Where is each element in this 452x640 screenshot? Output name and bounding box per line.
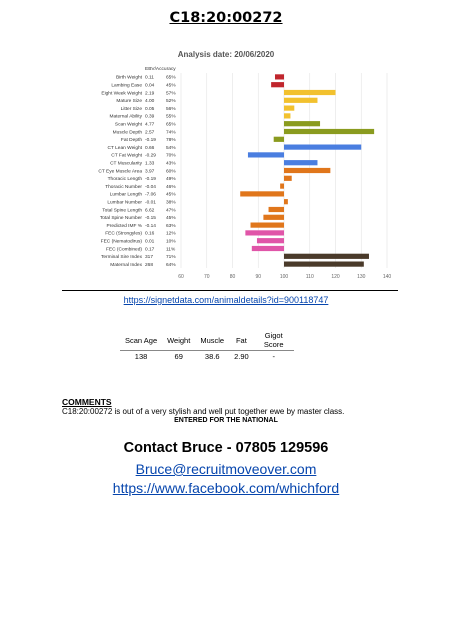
comments-heading: COMMENTS: [62, 397, 112, 407]
trait-label: CT Lean Weight: [107, 145, 142, 151]
accuracy-value: 70%: [166, 153, 176, 159]
stats-header: Scan Age: [120, 330, 162, 351]
accuracy-value: 65%: [166, 122, 176, 128]
trait-label: Terminal Sire Index: [100, 255, 142, 261]
ebv-bar: [245, 230, 284, 235]
ebv-value: -0.19: [145, 177, 156, 183]
ebv-bar: [284, 129, 374, 134]
ebv-bar: [284, 254, 369, 259]
ebv-bar: [284, 98, 317, 103]
accuracy-value: 52%: [166, 99, 176, 105]
trait-label: CT Fat Weight: [111, 153, 142, 159]
trait-label: Total Spine Number: [99, 216, 142, 222]
trait-label: Thoracic Number: [105, 184, 142, 190]
stats-value: 2.90: [234, 352, 249, 361]
stats-header: Muscle: [195, 330, 229, 351]
accuracy-value: 45%: [166, 83, 176, 89]
ebv-value: 317: [145, 255, 154, 261]
ebv-value: -0.14: [145, 223, 156, 229]
stats-header: Weight: [162, 330, 195, 351]
ebv-value: 0.11: [145, 75, 154, 81]
x-tick-label: 100: [279, 274, 289, 280]
accuracy-value: 64%: [166, 262, 176, 268]
trait-label: Litter Size: [120, 106, 142, 112]
x-tick-label: 110: [305, 274, 314, 280]
ebv-value: 0.39: [145, 114, 155, 120]
x-tick-label: 120: [331, 274, 340, 280]
accuracy-value: 74%: [166, 130, 176, 136]
ebv-bar: [280, 184, 284, 189]
trait-label: Lumbar Number: [107, 200, 142, 206]
trait-label: CT Eye Muscle Area: [98, 169, 142, 175]
ebv-value: 268: [145, 262, 154, 268]
ebv-bar: [284, 168, 330, 173]
ebv-value: -0.19: [145, 138, 156, 144]
ebv-value: 0.04: [145, 83, 155, 89]
stats-table: [120, 330, 294, 362]
trait-label: FEC (Combined): [106, 247, 142, 253]
trait-label: Maternal Ability: [109, 114, 142, 120]
ebv-value: -7.06: [145, 192, 156, 198]
stats-header: Fat: [229, 330, 254, 351]
trait-label: Muscle Depth: [112, 130, 142, 136]
column-header: EBV/Accuracy: [145, 67, 176, 72]
trait-label: Mature Size: [116, 99, 142, 105]
accuracy-value: 49%: [166, 177, 176, 183]
accuracy-value: 45%: [166, 216, 176, 222]
trait-label: Maternal Index: [110, 262, 142, 268]
trait-label: Fat Depth: [120, 138, 142, 144]
trait-label: Total Spine Length: [102, 208, 142, 214]
trait-label: FEC (Nematodirus): [100, 239, 142, 245]
stats-header: Gigot Score: [254, 330, 294, 351]
ebv-value: -0.29: [145, 153, 156, 159]
ebv-bar: [252, 246, 284, 251]
trait-label: Lambing Ease: [111, 83, 142, 89]
ebv-value: 0.66: [145, 145, 155, 151]
accuracy-value: 65%: [166, 75, 176, 81]
divider: [62, 290, 398, 291]
ebv-bar: [284, 262, 364, 267]
ebv-bar: [269, 207, 284, 212]
ebv-bar: [284, 145, 361, 150]
ebv-bar: [284, 176, 292, 181]
ebv-bar: [251, 223, 284, 228]
trait-label: CT Muscularity: [110, 161, 142, 167]
accuracy-value: 38%: [166, 200, 176, 206]
trait-label: Predicted IMF %: [106, 223, 142, 229]
stats-value: 138: [134, 352, 148, 361]
ebv-value: 2.19: [145, 91, 155, 97]
email-link[interactable]: Bruce@recruitmoveover.com: [135, 461, 317, 477]
ebv-bar: [263, 215, 284, 220]
ebv-bar: [248, 152, 284, 157]
accuracy-value: 12%: [166, 231, 176, 237]
ebv-value: 4.00: [145, 99, 155, 105]
x-tick-label: 70: [203, 274, 210, 280]
trait-label: Lumbar Length: [109, 192, 142, 198]
accuracy-value: 78%: [166, 138, 176, 144]
accuracy-value: 60%: [166, 169, 176, 175]
accuracy-value: 56%: [166, 106, 176, 112]
ebv-value: 2.57: [145, 130, 155, 136]
contact-line: Contact Bruce - 07805 129596: [123, 440, 329, 456]
accuracy-value: 47%: [166, 208, 176, 214]
ebv-chart: [0, 0, 452, 290]
stats-value: 69: [174, 352, 183, 361]
ebv-bar: [284, 160, 317, 165]
stats-value: 38.6: [204, 352, 220, 361]
accuracy-value: 57%: [166, 91, 176, 97]
analysis-date: Analysis date: 20/06/2020: [177, 50, 275, 59]
page-title: C18:20:00272: [169, 10, 283, 26]
ebv-value: 4.77: [145, 122, 155, 128]
x-tick-label: 130: [357, 274, 366, 280]
ebv-value: 6.62: [145, 208, 155, 214]
x-tick-label: 140: [382, 274, 392, 280]
accuracy-value: 10%: [166, 239, 176, 245]
ebv-bar: [284, 106, 294, 111]
trait-label: FEC (Strongyles): [105, 231, 142, 237]
ebv-bar: [275, 74, 284, 79]
stats-value: -: [272, 352, 275, 361]
x-tick-label: 60: [178, 274, 184, 280]
accuracy-value: 43%: [166, 161, 176, 167]
accuracy-value: 45%: [166, 192, 176, 198]
accuracy-value: 46%: [166, 184, 176, 190]
accuracy-value: 55%: [166, 114, 176, 120]
trait-label: Eight Week Weight: [101, 91, 142, 97]
trait-label: Birth Weight: [115, 75, 142, 81]
comment-text: C18:20:00272 is out of a very stylish and well put together ewe by master class.: [62, 407, 345, 416]
ebv-bar: [284, 199, 288, 204]
ebv-bar: [271, 82, 284, 87]
ebv-bar: [284, 121, 320, 126]
ebv-bar: [284, 113, 290, 118]
trait-label: Scan Weight: [114, 122, 142, 128]
ebv-value: -0.01: [145, 200, 156, 206]
ebv-bar: [240, 191, 284, 196]
ebv-value: 3.97: [145, 169, 155, 175]
ebv-bar: [274, 137, 284, 142]
accuracy-value: 63%: [166, 223, 176, 229]
ebv-value: 1.33: [145, 161, 155, 167]
x-tick-label: 80: [229, 274, 236, 280]
ebv-value: 0.17: [145, 247, 155, 253]
ebv-bar: [257, 238, 284, 243]
x-tick-label: 90: [255, 274, 262, 280]
ebv-value: 0.01: [145, 239, 155, 245]
accuracy-value: 11%: [166, 247, 176, 253]
ebv-value: -0.04: [145, 184, 156, 190]
trait-label: Thoracic Length: [107, 177, 142, 183]
facebook-link[interactable]: https://www.facebook.com/whichford: [112, 480, 340, 496]
ebv-value: 0.16: [145, 231, 155, 237]
signet-link[interactable]: https://signetdata.com/animaldetails?id=900118747: [123, 295, 329, 305]
ebv-value: -0.15: [145, 216, 156, 222]
ebv-bar: [284, 90, 336, 95]
accuracy-value: 54%: [166, 145, 176, 151]
ebv-value: 0.05: [145, 106, 155, 112]
accuracy-value: 71%: [166, 255, 176, 261]
entered-note: ENTERED FOR THE NATIONAL: [174, 417, 278, 424]
